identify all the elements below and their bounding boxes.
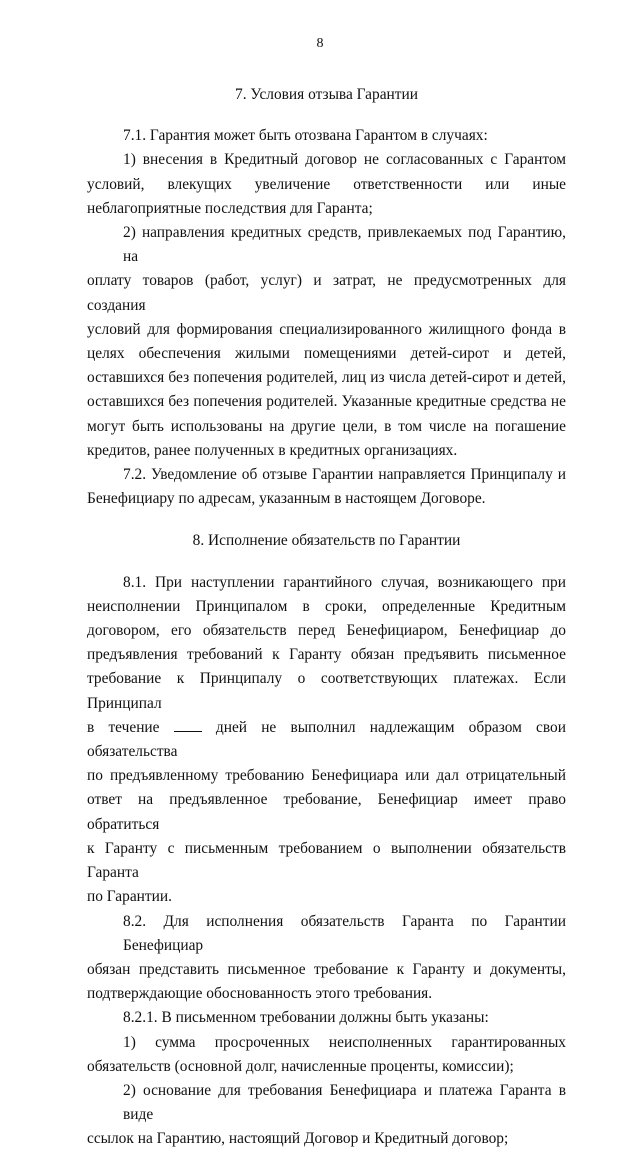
- section-7-heading: 7. Условия отзыва Гарантии: [235, 86, 418, 103]
- text-line: по Гарантии.: [87, 888, 172, 906]
- text-line: обязательств (основной долг, начисленные проценты, комиссии);: [87, 1057, 514, 1075]
- text-fragment: в течение: [87, 718, 160, 736]
- clause-7-1-item-2: [87, 221, 566, 463]
- clause-7-1: [87, 124, 566, 148]
- text-line: требование к Принципалу о соответствующих платежах. Если Принципал: [87, 670, 566, 712]
- text-line: оставшихся без попечения родителей, лиц из числа детей-сирот и детей,: [87, 369, 566, 387]
- text-line: кредитов, ранее полученных в кредитных организациях.: [87, 441, 458, 459]
- page-number: 8: [316, 36, 324, 51]
- text-line: 1) сумма просроченных неисполненных гарантированных: [123, 1033, 566, 1051]
- text-line: 8.2. Для исполнения обязательств Гаранта по Гарантии Бенефициар: [123, 912, 566, 954]
- text-line: 7.2. Уведомление об отзыве Гарантии направляется Принципалу и: [123, 466, 566, 484]
- text-line: по предъявленному требованию Бенефициара или дал отрицательный: [87, 767, 566, 785]
- text-line: 1) внесения в Кредитный договор не согласованных с Гарантом: [123, 151, 566, 169]
- clause-7-2: [87, 463, 566, 511]
- clause-8-1: [87, 571, 566, 910]
- text-line: могут быть использованы на другие цели, в том числе на погашение: [87, 417, 566, 435]
- text-line: договором, его обязательств перед Бенефициаром, Бенефициар до: [87, 622, 566, 640]
- clause-8-2-1-item-2: [87, 1079, 566, 1152]
- text-line: неисполнении Принципалом в сроки, определенные Кредитным: [87, 597, 566, 615]
- text-line: предъявления требований к Гаранту обязан предъявить письменное: [87, 646, 566, 664]
- text-line: 2) направления кредитных средств, привлекаемых под Гарантию, на: [123, 224, 566, 266]
- text-line-with-blank: [87, 716, 566, 764]
- blank-field: [174, 717, 202, 732]
- text-line: подтверждающие обоснованность этого требования.: [87, 985, 433, 1003]
- document-body: [87, 83, 566, 1152]
- text-line: неблагоприятные последствия для Гаранта;: [87, 199, 373, 217]
- clause-7-1-item-1: [87, 148, 566, 221]
- text-line: целях обеспечения жилыми помещениями детей-сирот и детей,: [87, 345, 566, 363]
- text-fragment: дней не выполнил надлежащим образом свои обязательства: [87, 718, 566, 761]
- clause-8-2-1: [87, 1006, 566, 1030]
- text-line: 2) основание для требования Бенефициара и платежа Гаранта в виде: [123, 1081, 566, 1124]
- text-line: 8.2.1. В письменном требовании должны быть указаны:: [123, 1009, 489, 1027]
- text-line: оплату товаров (работ, услуг) и затрат, не предусмотренных для создания: [87, 272, 566, 314]
- clause-7-1-text: 7.1. Гарантия может быть отозвана Гарантом в случаях:: [123, 127, 488, 145]
- text-line: обязан представить письменное требование к Гаранту и документы,: [87, 960, 566, 978]
- text-line: 8.1. При наступлении гарантийного случая, возникающего при: [123, 573, 566, 591]
- text-line: Бенефициару по адресам, указанным в настоящем Договоре.: [87, 490, 486, 508]
- text-line: условий, влекущих увеличение ответственности или иные: [87, 175, 566, 193]
- text-line: к Гаранту с письменным требованием о выполнении обязательств Гаранта: [87, 839, 566, 882]
- section-8-heading: 8. Исполнение обязательств по Гарантии: [192, 532, 461, 550]
- text-line: оставшихся без попечения родителей. Указанные кредитные средства не: [87, 393, 566, 411]
- clause-8-2-1-item-1: [87, 1031, 566, 1079]
- text-line: ссылок на Гарантию, настоящий Договор и Кредитный договор;: [87, 1130, 509, 1148]
- clause-8-2: [87, 910, 566, 1007]
- text-line: ответ на предъявленное требование, Бенефициар имеет право обратиться: [87, 791, 566, 833]
- text-line: условий для формирования специализированного жилищного фонда в: [87, 320, 566, 338]
